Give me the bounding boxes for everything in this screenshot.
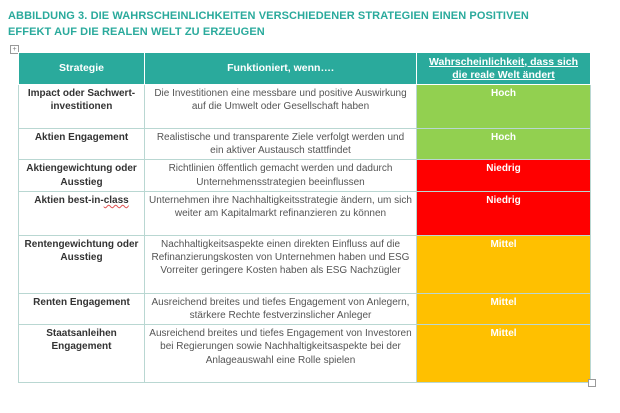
strategy-cell: Impact oder Sachwert-investitionen — [19, 85, 145, 129]
header-probability: Wahrscheinlichkeit, dass sich die reale Welt ändert — [417, 53, 591, 85]
table-row — [19, 85, 591, 129]
table-resize-handle[interactable] — [588, 379, 596, 387]
description-cell: Ausreichend breites und tiefes Engagement von Investoren bei Regierungen sowie Nachhaltigkeitsaspekte bei der Anlageauswahl eine Rolle spielen — [145, 325, 417, 383]
probability-cell: Mittel — [417, 235, 591, 293]
probability-cell: Niedrig — [417, 191, 591, 235]
probability-cell: Hoch — [417, 85, 591, 129]
strategy-cell: Staatsanleihen Engagement — [19, 325, 145, 383]
description-cell: Ausreichend breites und tiefes Engagement von Anlegern, stärkere Rechte festverzinslicher Anleger — [145, 293, 417, 324]
strategy-text: Aktien best-in- — [34, 194, 104, 206]
description-cell: Realistische und transparente Ziele verfolgt werden und ein aktiver Austausch stattfindet — [145, 129, 417, 160]
description-cell: Richtlinien öffentlich gemacht werden und dadurch Unternehmensstrategien beeinflussen — [145, 160, 417, 191]
figure-title-line-1: ABBILDUNG 3. DIE WAHRSCHEINLICHKEITEN VERSCHIEDENER STRATEGIEN EINEN POSITIVEN — [8, 10, 529, 22]
strategy-table — [18, 52, 591, 383]
strategy-cell: Rentengewichtung oder Ausstieg — [19, 235, 145, 293]
table-header-row — [19, 53, 591, 85]
table-row — [19, 325, 591, 383]
table-row — [19, 235, 591, 293]
probability-cell: Hoch — [417, 129, 591, 160]
table-row — [19, 293, 591, 324]
description-cell: Unternehmen ihre Nachhaltigkeitsstrategie ändern, um sich weiter am Kapitalmarkt refinanzieren zu können — [145, 191, 417, 235]
figure-title-line-2: EFFEKT AUF DIE REALEN WELT ZU ERZEUGEN — [8, 26, 265, 38]
header-works-when: Funktioniert, wenn…. — [145, 53, 417, 85]
strategy-cell: Aktiengewichtung oder Ausstieg — [19, 160, 145, 191]
header-strategy: Strategie — [19, 53, 145, 85]
probability-cell: Mittel — [417, 325, 591, 383]
strategy-cell: Renten Engagement — [19, 293, 145, 324]
strategy-cell — [19, 191, 145, 235]
table-row — [19, 160, 591, 191]
strategy-cell: Aktien Engagement — [19, 129, 145, 160]
probability-cell: Niedrig — [417, 160, 591, 191]
table-move-handle-icon[interactable]: + — [10, 45, 19, 54]
description-cell: Nachhaltigkeitsaspekte einen direkten Einfluss auf die Refinanzierungskosten von Unternehmen haben und ESG Vorreiter geringere Kosten haben als ESG Nachzügler — [145, 235, 417, 293]
description-cell: Die Investitionen eine messbare und positive Auswirkung auf die Umwelt oder Gesellschaft haben — [145, 85, 417, 129]
spellcheck-word: class — [103, 194, 129, 206]
figure-title — [8, 8, 608, 40]
table-row — [19, 191, 591, 235]
table-row — [19, 129, 591, 160]
probability-cell: Mittel — [417, 293, 591, 324]
